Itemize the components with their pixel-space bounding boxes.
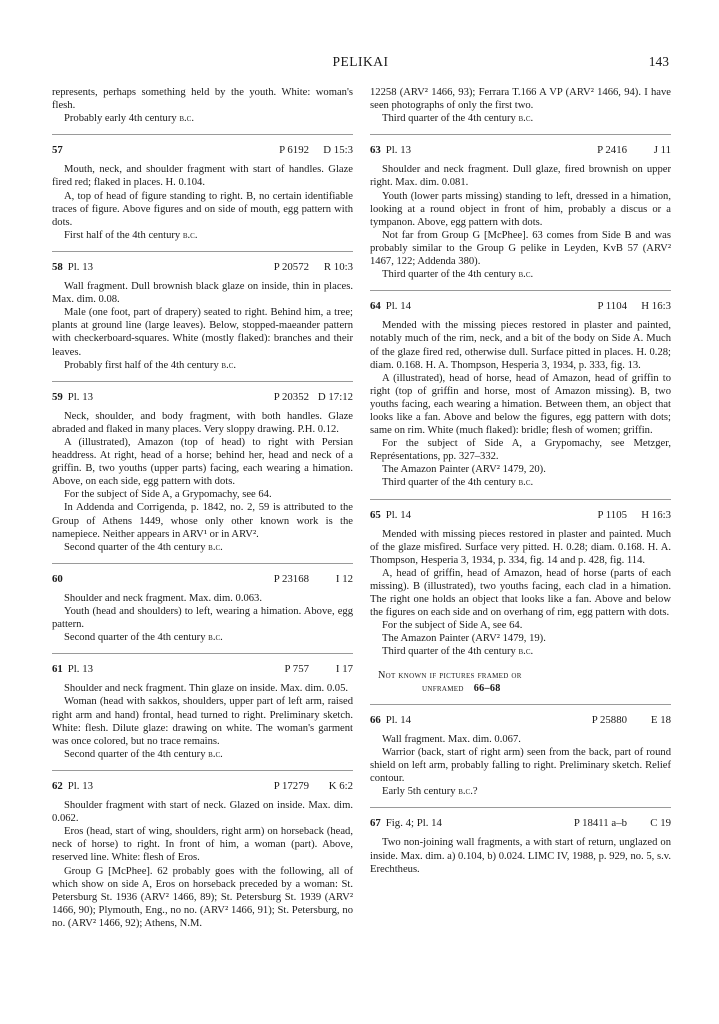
paragraph: Group G [McPhee]. 62 probably goes with the following, all of which show on side A, Eros on horseback preceded by a woman: St. Petersburg St. 1936 (ARV² 1466, 89); St. Petersburg St. 1939 (ARV² 1466, 90); Plymouth, Eng., no no. (ARV² 1466, 91); St. Petersburg, no no. (ARV² 1466, 92); Athens, N.M. [52,865,353,929]
subheading-line2-text: unframed [422,682,464,694]
paragraph: A (illustrated), Amazon (top of head) to right with Persian headdress. At right, head of a horse; behind her, head and neck of a griffin. B, two youths (upper parts) facing, each wearing a himation. Above, on each side, egg pattern with dots. [52,436,353,488]
paragraph: Probably first half of the 4th century b.c. [64,359,237,371]
entry-number: 65 [370,508,381,521]
entry-heading [370,144,671,157]
paragraph: Third quarter of the 4th century b.c. [382,113,534,125]
running-header [52,54,669,74]
paragraph: Two non-joining wall fragments, a with start of return, unglazed on inside. Max. dim. a) 0.104, b) 0.024. LIMC IV, 1988, p. 929, no. 5, s.v. Erechtheus. [370,837,671,875]
inventory-number: P 17279 [273,779,309,792]
deposit-location: I 12 [335,572,353,585]
inventory-number: P 18411 a–b [573,817,627,830]
paragraph: Mended with the missing pieces restored in plaster and painted, notably much of the rim, neck, and a bit of the body on Side A. Much of the glaze fired red, otherwise dull. Surface pitted in places. H. 0.28; diam. 0.168. H. A. Thompson, Hesperia 3, 1934, p. 333, fig. 13. [370,320,671,371]
inventory-number: P 2416 [597,144,627,157]
entry-number: 66 [370,713,381,726]
paragraph: Probably early 4th century b.c. [64,113,194,125]
entry-number: 62 [52,779,63,792]
paragraph: Mouth, neck, and shoulder fragment with start of handles. Glaze fired red; flaked in places. H. 0.104. [52,164,353,189]
running-title: PELIKAI [332,54,389,69]
paragraph: Shoulder and neck fragment. Thin glaze on inside. Max. dim. 0.05. [64,683,349,695]
left-column [52,86,353,930]
paragraph: Youth (lower parts missing) standing to left, dressed in a himation, looking at a round object in front of him, probably a discus or a tympanon. Above, egg pattern with dots. [370,190,671,228]
entry-number: 58 [52,260,63,273]
paragraph: represents, perhaps something held by the youth. White: woman's flesh. [52,87,353,112]
paragraph: Third quarter of the 4th century b.c. [382,646,534,658]
catalogue-entry-63 [370,134,671,281]
deposit-location: E 18 [650,713,671,726]
entry-number: 64 [370,300,381,313]
catalogue-entry-66 [370,704,671,799]
subheading-range: 66–68 [473,682,501,694]
paragraph: Early 5th century b.c.? [382,786,478,798]
inventory-number: P 6192 [279,144,309,157]
paragraph: Wall fragment. Dull brownish black glaze on inside, thin in places. Max. dim. 0.08. [52,281,353,306]
subheading-line2 [378,682,671,695]
entry-number: 60 [52,572,63,585]
catalogue-entry-60 [52,563,353,644]
deposit-location: D 15:3 [323,144,353,157]
inventory-number: P 20352 [273,390,309,403]
deposit-location: H 16:3 [641,300,671,313]
paragraph: Male (one foot, part of drapery) seated to right. Behind him, a tree; plants at ground line (large leaves). Below, stopped-maeander pattern with checkerboard-squares. White (mostly flaked): branches and their leaves. [52,307,353,358]
deposit-location: D 17:12 [317,390,353,403]
entry-heading [370,714,671,727]
paragraph: 12258 (ARV² 1466, 93); Ferrara T.166 A VP (ARV² 1466, 94). I have seen photographs of only the first two. [370,87,671,112]
deposit-location: K 6:2 [328,779,353,792]
entry-heading [52,144,353,157]
deposit-location: C 19 [650,817,671,830]
paragraph: First half of the 4th century b.c. [64,229,198,241]
paragraph: Second quarter of the 4th century b.c. [64,541,223,553]
catalogue-entry-59 [52,381,353,554]
paragraph: Second quarter of the 4th century b.c. [64,632,223,644]
paragraph: Shoulder and neck fragment. Dull glaze, fired brownish on upper right. Max. dim. 0.081. [370,164,671,189]
subheading-line1: Not known if pictures framed or [378,669,522,681]
plate-reference: Fig. 4; Pl. 14 [385,817,442,830]
catalogue-entry-61 [52,653,353,761]
deposit-location: J 11 [653,144,671,157]
catalogue-entry-57 [52,134,353,242]
catalogue-entry-67 [370,807,671,875]
inventory-number: P 23168 [273,572,309,585]
plate-reference: Pl. 14 [385,713,411,726]
paragraph: For the subject of Side A, a Grypomachy, see Metzger, Représentations, pp. 327–332. [370,438,671,463]
paragraph: For the subject of Side A, see 64. [382,620,523,632]
catalogue-entry-65 [370,499,671,659]
paragraph: Shoulder fragment with start of neck. Glazed on inside. Max. dim. 0.062. [52,800,353,825]
inventory-number: P 757 [284,663,309,676]
deposit-location: R 10:3 [323,260,353,273]
paragraph: Neck, shoulder, and body fragment, with both handles. Glaze abraded and flaked in many places. Very sloppy drawing. P.H. 0.12. [52,410,353,435]
paragraph: Youth (head and shoulders) to left, wearing a himation. Above, egg pattern. [52,606,353,631]
paragraph: A (illustrated), head of horse, head of Amazon, head of griffin to right (top of griffin and horse, most of Amazon missing). B, two youths facing, each wearing a himation. Between them, an object that looks like a fan. Above and below the figures, egg pattern with dots; same on rim. White (much flaked): bridle; flesh of women; griffin. [370,372,671,437]
entry-heading [370,300,671,313]
paragraph: Not far from Group G [McPhee]. 63 comes from Side B and was probably similar to the Group G pelike in Leyden, KvB 57 (ARV² 1467, 122; Addenda 380). [370,229,671,268]
entry-heading [52,391,353,404]
plate-reference: Pl. 13 [67,260,93,273]
catalogue-entry-58 [52,251,353,372]
paragraph: Woman (head with sakkos, shoulders, upper part of left arm, raised right arm and hand) frontal, head turned to right. Preliminary sketch. White: flesh. Dilute glaze: drawing on white. The woman's garment was once colored, but no trace remains. [52,696,353,747]
plate-reference: Pl. 14 [385,508,411,521]
entry-heading [370,509,671,522]
entry-heading [52,573,353,586]
entry-number: 57 [52,144,63,157]
entry-heading [52,261,353,274]
inventory-number: P 1105 [597,508,627,521]
plate-reference: Pl. 14 [385,300,411,313]
plate-reference: Pl. 13 [67,779,93,792]
deposit-location: H 16:3 [641,508,671,521]
paragraph: Third quarter of the 4th century b.c. [382,477,534,489]
section-subheading [378,669,671,695]
catalogue-entry-64 [370,290,671,489]
entry-heading [370,817,671,830]
paragraph: A, head of griffin, head of Amazon, head of horse (parts of each missing). B (illustrated), two youths facing, each clad in a himation. The right one holds an object that looks like a fan. Above and below the figures on each side and on overhang of rim, egg pattern with dots. [370,567,671,619]
entry-heading [52,780,353,793]
catalogue-entry-62 [52,770,353,930]
entry-number: 63 [370,144,381,157]
entry-number: 67 [370,817,381,830]
paragraph: A, top of head of figure standing to right. B, no certain identifiable traces of figure. Above figures and on side of mouth, egg pattern with dots. [52,190,353,228]
paragraph: Mended with missing pieces restored in plaster and painted. Much of the glaze misfired. Surface very pitted. H. 0.28; diam. 0.168. H. A. Thompson, Hesperia 3, 1934, p. 334, fig. 14 and p. 428, fig. 114. [370,528,671,566]
paragraph: In Addenda and Corrigenda, p. 1842, no. 2, 59 is attributed to the Group of Athens 1449, whose only other known work is the namepiece. Neither appears in ARV¹ or in ARV². [52,502,353,540]
inventory-number: P 1104 [597,300,627,313]
inventory-number: P 20572 [273,260,309,273]
paragraph: For the subject of Side A, a Grypomachy, see 64. [64,489,272,501]
inventory-number: P 25880 [591,713,627,726]
paragraph: The Amazon Painter (ARV² 1479, 19). [382,633,546,645]
paragraph: Second quarter of the 4th century b.c. [64,748,223,760]
paragraph: Shoulder and neck fragment. Max. dim. 0.063. [64,592,263,604]
paragraph: Warrior (back, start of right arm) seen from the back, part of round shield on left arm, probably falling to right. Preliminary sketch. Relief contour. [370,746,671,785]
entry-number: 61 [52,663,63,676]
deposit-location: I 17 [335,663,353,676]
plate-reference: Pl. 13 [67,663,93,676]
paragraph: The Amazon Painter (ARV² 1479, 20). [382,464,546,476]
entry-number: 59 [52,390,63,403]
plate-reference: Pl. 13 [67,390,93,403]
paragraph: Third quarter of the 4th century b.c. [382,269,534,281]
paragraph: Eros (head, start of wing, shoulders, right arm) on horseback (head, neck of horse) to right. In front of him, a woman (part). Above, reserved line. White: flesh of Eros. [52,826,353,864]
paragraph: Wall fragment. Max. dim. 0.067. [382,733,521,745]
plate-reference: Pl. 13 [385,144,411,157]
page-number: 143 [648,54,669,69]
right-column [370,86,671,876]
entry-heading [52,663,353,676]
